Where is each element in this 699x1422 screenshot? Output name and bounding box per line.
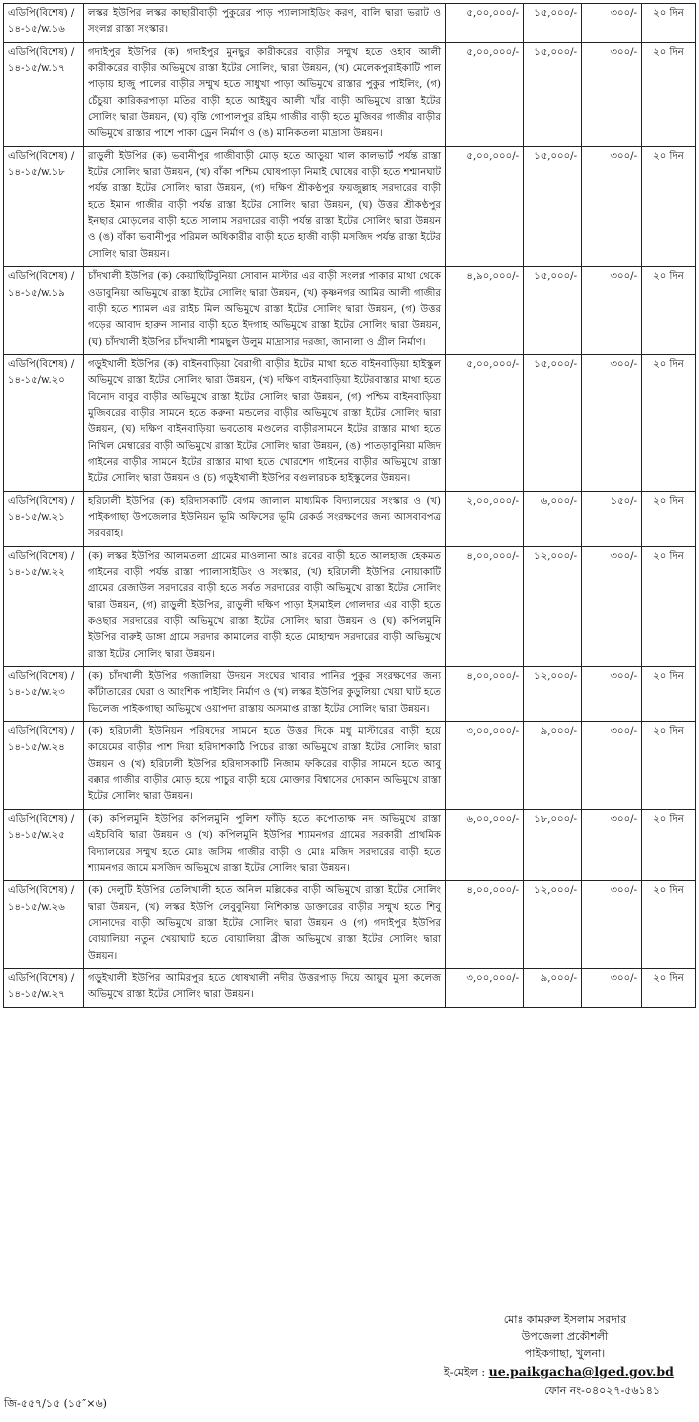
table-row: [4, 354, 696, 491]
tender-table: [3, 3, 696, 1008]
package-code-cell: এডিপি(বিশেষ) /১৪-১৫/w.২৩: [4, 667, 84, 722]
work-description-cell: (ক) দেলুটি ইউপির তেলিখালী হতে অনিল মল্লিকের বাড়ী অভিমুখে রাস্তা ইটের সোলিং দ্বারা উন্নয়ন, (খ) লস্কর ইউপি লেবুবুনিয়া নিশিকান্ত ডাক্তারের বাড়ীর সম্মুখ হতে শিবু সোনাদের বাড়ী অভিমুখে রাস্তা ইটের সোলিং দ্বারা উন্নয়ন ও (গ) গদাইপুর ইউপির বোয়ালিয়া নতুন খেয়াঘাট হতে বোয়ালিয়া ব্রীজ অভিমুখে রাস্তা ইটের সোলিং দ্বারা উন্নয়ন।: [84, 881, 446, 969]
package-code-cell: এডিপি(বিশেষ) /১৪-১৫/w.১৯: [4, 267, 84, 355]
signatory-name: মোঃ কামরুল ইসলাম সরদার: [503, 1313, 627, 1326]
schedule-fee-cell: ১৫০/-: [582, 491, 642, 546]
estimated-cost-cell: ৪,০০,০০০/-: [446, 881, 524, 969]
completion-time-cell: ২০ দিন: [642, 881, 696, 969]
security-deposit-cell: ১২,০০০/-: [524, 546, 582, 666]
security-deposit-cell: ১৫,০০০/-: [524, 146, 582, 266]
table-row: [4, 42, 696, 146]
package-code-cell: এডিপি(বিশেষ) /১৪-১৫/w.১৭: [4, 42, 84, 146]
security-deposit-cell: ১৫,০০০/-: [524, 42, 582, 146]
package-code-cell: এডিপি(বিশেষ) /১৪-১৫/w.২৭: [4, 968, 84, 1007]
package-code-cell: এডিপি(বিশেষ) /১৪-১৫/w.২২: [4, 546, 84, 666]
schedule-fee-cell: ৩০০/-: [582, 809, 642, 880]
email-label: ই-মেইল :: [444, 1366, 486, 1380]
estimated-cost-cell: ৫,০০,০০০/-: [446, 146, 524, 266]
work-description-cell: হরিঢালী ইউপির (ক) হরিদাসকাটি বেগম জালাল মাধ্যমিক বিদ্যালয়ের সংস্কার ও (খ) পাইকগাছা উপজেলার ইউনিয়ন ভূমি অফিসের ভূমি রেকর্ড সংরক্ষণের জন্য আসবাবপত্র সরবরাহ।: [84, 491, 446, 546]
completion-time-cell: ২০ দিন: [642, 491, 696, 546]
estimated-cost-cell: ৫,০০,০০০/-: [446, 4, 524, 43]
completion-time-cell: ২০ দিন: [642, 42, 696, 146]
table-row: [4, 881, 696, 969]
security-deposit-cell: ৬,০০০/-: [524, 491, 582, 546]
phone-number: ফোন নং-০৪০২৭-৫৬১৪১: [544, 1383, 660, 1397]
estimated-cost-cell: ২,০০,০০০/-: [446, 491, 524, 546]
work-description-cell: গদাইপুর ইউপির (ক) গদাইপুর মুনছুর কারীকরের বাড়ীর সম্মুখ হতে ওহাব আলী কারীকরের বাড়ীর অভিমুখে রাস্তা ইটের সোলিং, দ্বারা উন্নয়ন, (খ) মেলেকপুরাইকাটি পাল পাড়ায় হাজু পালের বাড়ীর সম্মুখ হতে সাধুখা পাড়া অভিমুখে রাস্তার পুকুর পাইলিং, (গ) চেঁচুয়া কারিকরপাড়া মতির বাড়ী হতে আইয়ুব আলী খাঁর বাড়ী অভিমুখে রাস্তা ইটের সোলিং দ্বারা উন্নয়ন, (ঘ) বৃন্তি গোপালপুর রহিম গাজীর বাড়ী হতে মুজিবর গাজীর বাড়ীর অভিমুখে রাস্তার পাশে পাকা ড্রেন নির্মাণ ও (ঙ) মানিকতলা মাদ্রাসা উন্নয়ন।: [84, 42, 446, 146]
work-description-cell: (ক) কপিলমুনি ইউপির কপিলমুনি পুলিশ ফাঁড়ি হতে কপোতাক্ষ নদ অভিমুখে রাস্তা এইচবিবি দ্বারা উন্নয়ন ও (খ) কপিলমুনি ইউপির শ্যামনগর গ্রামের সরকারী প্রাথমিক বিদ্যালয়ের সম্মুখ হতে মোঃ জসিম গাজীর বাড়ী ও মোঃ মজিদ সরদারের বাড়ী হতে শ্যামনগর জামে মসজিদ অভিমুখে রাস্তা ইটের সোলিং দ্বারা উন্নয়ন।: [84, 809, 446, 880]
table-row: [4, 968, 696, 1007]
security-deposit-cell: ১৫,০০০/-: [524, 4, 582, 43]
schedule-fee-cell: ৩০০/-: [582, 667, 642, 722]
security-deposit-cell: ১২,০০০/-: [524, 881, 582, 969]
package-code-cell: এডিপি(বিশেষ) /১৪-১৫/w.২০: [4, 354, 84, 491]
security-deposit-cell: ৯,০০০/-: [524, 722, 582, 810]
work-description-cell: (ক) হরিঢালী ইউনিয়ন পরিষদের সামনে হতে উত্তর দিকে মধু মাস্টারের বাড়ী হয়ে কায়েমের বাড়ীর পাশ দিয়া হরিদাশকাঠি পিচের রাস্তা অভিমুখে রাস্তা ইটের সোলিং দ্বারা উন্নয়ন ও (খ) হরিঢালী ইউপির হরিদাসকাটি নিজাম ফকিরের বাড়ীর সামনে হতে আবু বক্কার গাজীর বাড়ীর মোড় হয়ে পাচুর বাড়ী হয়ে মোক্তার বিশ্বাসের দোকান অভিমুখে রাস্তা ইটের সোলিং দ্বারা উন্নয়ন।: [84, 722, 446, 810]
security-deposit-cell: ১৮,০০০/-: [524, 809, 582, 880]
completion-time-cell: ২০ দিন: [642, 267, 696, 355]
table-row: [4, 491, 696, 546]
completion-time-cell: ২০ দিন: [642, 146, 696, 266]
estimated-cost-cell: ৩,০০,০০০/-: [446, 968, 524, 1007]
schedule-fee-cell: ৩০০/-: [582, 267, 642, 355]
estimated-cost-cell: ৫,০০,০০০/-: [446, 42, 524, 146]
work-description-cell: লস্কর ইউপির লস্কর কাছারীবাড়ী পুকুরের পাড় প্যালাসাইডিং করণ, বালি দ্বারা ভরাট ও সংলগ্ন রাস্তা সংস্কার।: [84, 4, 446, 43]
estimated-cost-cell: ৪,৯০,০০০/-: [446, 267, 524, 355]
signatory-designation: উপজেলা প্রকৌশলী: [521, 1330, 609, 1344]
signatory-office: পাইকগাছা, খুলনা।: [524, 1347, 606, 1361]
work-description-cell: রাড়ুলী ইউপির (ক) ভবানীপুর গাজীবাড়ী মোড় হতে আড়ুয়া খাল কালভার্ট পর্যন্ত রাস্তা ইটের সোলিং দ্বারা উন্নয়ন, (খ) বাঁকা পশ্চিম ঘোষপাড়া নিমাই ঘোষের বাড়ী হতে শশ্মানঘাট পর্যন্ত রাস্তা ইটের সোলিং দ্বারা উন্নয়ন, (গ) দক্ষিণ শ্রীকণ্ঠপুর ফয়জুল্লাহ সরদারের বাড়ী হতে ইমান গাজীর বাড়ী পর্যন্ত রাস্তা ইটের সোলিং দ্বারা উন্নয়ন, (ঘ) উত্তর শ্রীকণ্ঠপুর ইনছার মোড়লের বাড়ী হতে সালাম সরদারের বাড়ী পর্যন্ত রাস্তা ইটের সোলিং দ্বারা উন্নয়ন ও (ঙ) বাঁকা ভবানীপুর পরিমল অধিকারীর বাড়ী হতে হাজী বাড়ী মসজিদ পর্যন্ত রাস্তা ইটের সোলিং দ্বারা উন্নয়ন।: [84, 146, 446, 266]
work-description-cell: গড়ুইখালী ইউপির আমিরপুর হতে ধোষখালী নদীর উত্তরপাড় দিয়ে আয়ুব মুসা কলেজ অভিমুখে রাস্তা ইটের সোলিং দ্বারা উন্নয়ন।: [84, 968, 446, 1007]
package-code-cell: এডিপি(বিশেষ) /১৪-১৫/w.২১: [4, 491, 84, 546]
schedule-fee-cell: ৩০০/-: [582, 4, 642, 43]
security-deposit-cell: ১৫,০০০/-: [524, 354, 582, 491]
package-code-cell: এডিপি(বিশেষ) /১৪-১৫/w.১৬: [4, 4, 84, 43]
table-row: [4, 722, 696, 810]
package-code-cell: এডিপি(বিশেষ) /১৪-১৫/w.২৬: [4, 881, 84, 969]
table-row: [4, 4, 696, 43]
publication-code: জি-৫৫৭/১৫ (১৫″×৬): [4, 1397, 107, 1410]
security-deposit-cell: ১২,০০০/-: [524, 667, 582, 722]
schedule-fee-cell: ৩০০/-: [582, 354, 642, 491]
package-code-cell: এডিপি(বিশেষ) /১৪-১৫/w.২৪: [4, 722, 84, 810]
security-deposit-cell: ১৫,০০০/-: [524, 267, 582, 355]
email-address[interactable]: ue.paikgacha@lged.gov.bd: [488, 1364, 674, 1380]
schedule-fee-cell: ৩০০/-: [582, 42, 642, 146]
completion-time-cell: ২০ দিন: [642, 722, 696, 810]
estimated-cost-cell: ৩,০০,০০০/-: [446, 722, 524, 810]
work-description-cell: গড়ুইখালী ইউপির (ক) বাইনবাড়িয়া বৈরাগী বাড়ীর ইটের মাথা হতে বাইনবাড়িয়া হাইস্কুল অভিমুখে রাস্তা ইটের সোলিং দ্বারা উন্নয়ন, (খ) দক্ষিণ বাইনবাড়িয়া ইটেরবাস্তার মাথা হতে বিনোদ বাবুর বাড়ীর অভিমুখে রাস্তা ইটের সোলিং দ্বারা উন্নয়ন, (গ) পশ্চিম বাইনবাড়িয়া মুজিবরের বাড়ীর সামনে হতে করুনা মন্ডলের বাড়ীর অভিমুখে রাস্তা ইটের সোলিং দ্বারা উন্নয়ন, (ঘ) দক্ষিণ বাইনবাড়িয়া ভবতোষ মণ্ডলের বাড়ীরসামনে ইটের রাস্তার মাথা হতে নিখিল মেম্বারের বাড়ী অভিমুখে রাস্তা ইটের সোলিং দ্বারা উন্নয়ন, (ঙ) পাতড়াবুনিয়া মজিদ গাইনের বাড়ীর সামনে ইটের রাস্তার মাথা হতে খোরশেদ গাইনের বাড়ীর অভিমুখে রাস্তা ইটের সোলিং দ্বারা উন্নয়ন ও (চ) গড়ুইখালী ইউপির বগুলারচক হাইস্কুলের উন্নয়ন।: [84, 354, 446, 491]
table-row: [4, 267, 696, 355]
signature-block: [440, 1311, 690, 1399]
completion-time-cell: ২০ দিন: [642, 809, 696, 880]
table-row: [4, 667, 696, 722]
email-row: [440, 1362, 690, 1381]
completion-time-cell: ২০ দিন: [642, 4, 696, 43]
package-code-cell: এডিপি(বিশেষ) /১৪-১৫/w.১৮: [4, 146, 84, 266]
schedule-fee-cell: ৩০০/-: [582, 968, 642, 1007]
estimated-cost-cell: ৪,০০,০০০/-: [446, 546, 524, 666]
completion-time-cell: ২০ দিন: [642, 667, 696, 722]
completion-time-cell: ২০ দিন: [642, 968, 696, 1007]
tender-table-body: [4, 4, 696, 1008]
completion-time-cell: ২০ দিন: [642, 354, 696, 491]
schedule-fee-cell: ৩০০/-: [582, 146, 642, 266]
table-row: [4, 146, 696, 266]
schedule-fee-cell: ৩০০/-: [582, 722, 642, 810]
schedule-fee-cell: ৩০০/-: [582, 881, 642, 969]
table-row: [4, 546, 696, 666]
estimated-cost-cell: ৪,০০,০০০/-: [446, 667, 524, 722]
work-description-cell: চাঁদখালী ইউপির (ক) কেয়াছিটিবুনিয়া সোবান মাস্টার এর বাড়ী সংলগ্ন পাকার মাথা থেকে ওডাবুনিয়া অভিমুখে রাস্তা ইটের সোলিং দ্বারা উন্নয়ন, (খ) কৃষ্ণনগর আমির আলী গাজীর বাড়ী হতে শ্যামল এর রাইচ মিল অভিমুখে রাস্তা ইটের সোলিং দ্বারা উন্নয়ন, (গ) উত্তর গড়ের আবাদ হারুন সানার বাড়ী হতে ইদগাহ অভিমুখে রাস্তা ইটের সোলিং দ্বারা উন্নয়ন, (ঘ) চাঁদখালী ইউপির চাঁদখালী শামছুল উলুম মাদ্রাসার দরজা, জানালা ও গ্রীল নির্মাণ।: [84, 267, 446, 355]
estimated-cost-cell: ৬,০০,০০০/-: [446, 809, 524, 880]
completion-time-cell: ২০ দিন: [642, 546, 696, 666]
schedule-fee-cell: ৩০০/-: [582, 546, 642, 666]
work-description-cell: (ক) লস্কর ইউপির আলমতলা গ্রামের মাওলানা আঃ রবের বাড়ী হতে আলহাজ হেকমত গাইনের বাড়ী পর্যন্ত রাস্তা প্যালাসাইডিং ও সংস্কার, (খ) হরিঢালী ইউপির নোয়াকাটি গ্রামের রেজাউল সরদারের বাড়ী হতে সর্বত সরদারের বাড়ী অভিমুখে রাস্তা ইটের সোলিং দ্বারা উন্নয়ন, (গ) রাড়ুলী ইউপির, রাড়ুলী দক্ষিণ পাড়া ইসমাইল গোলদার এর বাড়ী হতে কওছার সরদারের বাড়ী অভিমুখে রাস্তা ইটের সোলিং দ্বারা উন্নয়ন ও (ঘ) কপিলমুনি ইউপির বারুই ডাঙ্গা গ্রামে সরদার কামালের বাড়ী হতে মোহাম্মদ সরদারের বাড়ী অভিমুখে রাস্তা ইটের সোলিং দ্বারা উন্নয়ন।: [84, 546, 446, 666]
estimated-cost-cell: ৫,০০,০০০/-: [446, 354, 524, 491]
table-row: [4, 809, 696, 880]
package-code-cell: এডিপি(বিশেষ) /১৪-১৫/w.২৫: [4, 809, 84, 880]
work-description-cell: (ক) চাঁদখালী ইউপির গজালিয়া উদয়ন সংঘের খাবার পানির পুকুর সংরক্ষণের জন্য কাঁটাতারের ঘেরা ও আংশিক পাইলিং নির্মাণ ও (খ) লস্কর ইউপির কুড়ুলিয়া খেয়া ঘাট হতে ভিলেজ পাইকগাছা অভিমুখে ওয়াপদা রাস্তায় অসমাপ্ত রাস্তা ইটের সোলিং দ্বারা উন্নয়ন।: [84, 667, 446, 722]
security-deposit-cell: ৯,০০০/-: [524, 968, 582, 1007]
